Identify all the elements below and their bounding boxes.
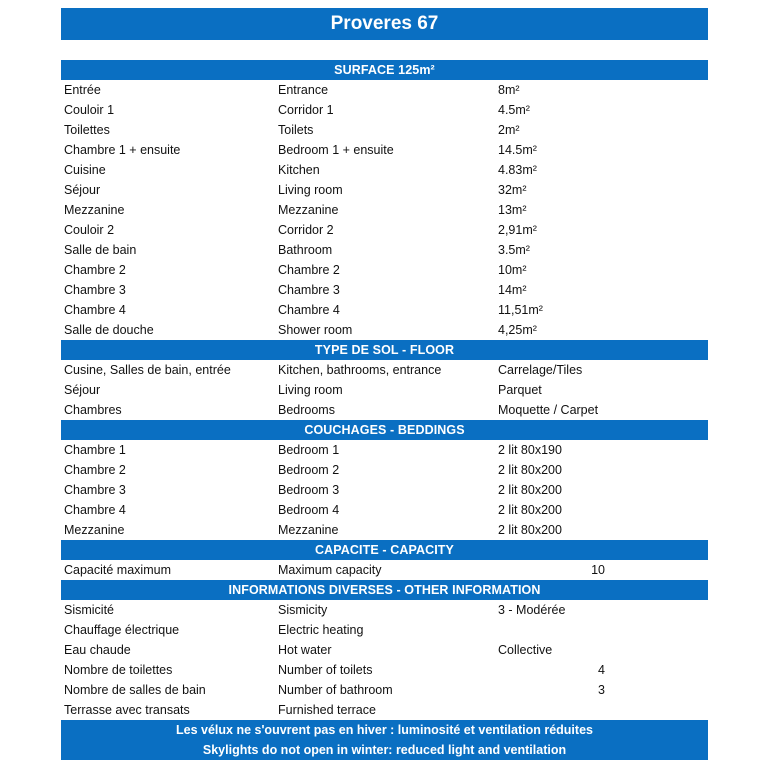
table-row bbox=[61, 380, 708, 400]
label-en: Corridor 2 bbox=[278, 223, 334, 237]
other-info-header: INFORMATIONS DIVERSES - OTHER INFORMATION bbox=[61, 580, 708, 600]
label-en: Number of bathroom bbox=[278, 683, 393, 697]
label-en: Bedroom 4 bbox=[278, 503, 340, 517]
value: Collective bbox=[498, 643, 553, 657]
notice-line-fr: Les vélux ne s'ouvrent pas en hiver : luminosité et ventilation réduites bbox=[176, 723, 593, 737]
label-fr: Salle de douche bbox=[64, 323, 154, 337]
table-row bbox=[61, 100, 708, 120]
table-row bbox=[61, 560, 708, 580]
label-fr: Mezzanine bbox=[64, 523, 125, 537]
value: 14m² bbox=[498, 283, 527, 297]
floor-header: TYPE DE SOL - FLOOR bbox=[61, 340, 708, 360]
label-en: Maximum capacity bbox=[278, 563, 382, 577]
label-fr: Mezzanine bbox=[64, 203, 125, 217]
page-title: Proveres 67 bbox=[61, 8, 708, 40]
label-fr: Cusine, Salles de bain, entrée bbox=[64, 363, 231, 377]
table-row bbox=[61, 680, 708, 700]
table-row bbox=[61, 520, 708, 540]
value: 4.83m² bbox=[498, 163, 537, 177]
table-row bbox=[61, 140, 708, 160]
label-en: Kitchen bbox=[278, 163, 320, 177]
label-en: Hot water bbox=[278, 643, 332, 657]
label-fr: Séjour bbox=[64, 183, 101, 197]
label-en: Bedrooms bbox=[278, 403, 335, 417]
table-row bbox=[61, 660, 708, 680]
property-sheet bbox=[61, 8, 708, 760]
table-row bbox=[61, 500, 708, 520]
label-en: Bedroom 1 + ensuite bbox=[278, 143, 394, 157]
table-row bbox=[61, 620, 708, 640]
label-fr: Chambre 2 bbox=[64, 263, 126, 277]
label-fr: Nombre de toilettes bbox=[64, 663, 173, 677]
value: 2 lit 80x200 bbox=[498, 483, 562, 497]
label-en: Living room bbox=[278, 183, 343, 197]
label-fr: Entrée bbox=[64, 83, 101, 97]
table-row bbox=[61, 180, 708, 200]
value: 2 lit 80x200 bbox=[498, 523, 562, 537]
label-en: Electric heating bbox=[278, 623, 364, 637]
label-en: Chambre 2 bbox=[278, 263, 340, 277]
table-row bbox=[61, 300, 708, 320]
value: 4.5m² bbox=[498, 103, 530, 117]
table-row bbox=[61, 220, 708, 240]
label-fr: Couloir 2 bbox=[64, 223, 115, 237]
label-en: Chambre 3 bbox=[278, 283, 340, 297]
label-fr: Chambre 3 bbox=[64, 483, 126, 497]
label-en: Mezzanine bbox=[278, 203, 339, 217]
label-fr: Cuisine bbox=[64, 163, 106, 177]
capacity-header: CAPACITE - CAPACITY bbox=[61, 540, 708, 560]
table-row bbox=[61, 640, 708, 660]
table-row bbox=[61, 280, 708, 300]
value: 13m² bbox=[498, 203, 527, 217]
label-fr: Chauffage électrique bbox=[64, 623, 180, 637]
label-en: Living room bbox=[278, 383, 343, 397]
value: 2 lit 80x200 bbox=[498, 503, 562, 517]
table-row bbox=[61, 120, 708, 140]
label-fr: Chambre 4 bbox=[64, 503, 126, 517]
label-fr: Eau chaude bbox=[64, 643, 131, 657]
label-fr: Nombre de salles de bain bbox=[64, 683, 206, 697]
label-fr: Chambre 3 bbox=[64, 283, 126, 297]
table-row bbox=[61, 80, 708, 100]
table-row bbox=[61, 600, 708, 620]
label-en: Mezzanine bbox=[278, 523, 339, 537]
label-en: Bedroom 1 bbox=[278, 443, 340, 457]
skylight-notice bbox=[61, 720, 708, 760]
value: 11,51m² bbox=[498, 303, 543, 317]
value: 2,91m² bbox=[498, 223, 537, 237]
label-en: Kitchen, bathrooms, entrance bbox=[278, 363, 442, 377]
value: 8m² bbox=[498, 83, 520, 97]
value: 2 lit 80x190 bbox=[498, 443, 562, 457]
label-en: Chambre 4 bbox=[278, 303, 340, 317]
table-row bbox=[61, 200, 708, 220]
value: 10 bbox=[591, 563, 605, 577]
label-fr: Couloir 1 bbox=[64, 103, 115, 117]
label-fr: Terrasse avec transats bbox=[64, 703, 190, 717]
beddings-header: COUCHAGES - BEDDINGS bbox=[61, 420, 708, 440]
spacer bbox=[61, 40, 708, 60]
value: 14.5m² bbox=[498, 143, 537, 157]
notice-line-en: Skylights do not open in winter: reduced light and ventilation bbox=[202, 743, 567, 757]
label-en: Bedroom 2 bbox=[278, 463, 340, 477]
label-en: Corridor 1 bbox=[278, 103, 334, 117]
label-fr: Chambre 1 bbox=[64, 443, 126, 457]
label-en: Number of toilets bbox=[278, 663, 373, 677]
table-row bbox=[61, 700, 708, 720]
table-row bbox=[61, 360, 708, 380]
value: 4 bbox=[598, 663, 605, 677]
label-fr: Chambre 2 bbox=[64, 463, 126, 477]
label-fr: Capacité maximum bbox=[64, 563, 171, 577]
table-row bbox=[61, 400, 708, 420]
value: 3 - Modérée bbox=[498, 603, 566, 617]
table-row bbox=[61, 480, 708, 500]
label-en: Toilets bbox=[278, 123, 314, 137]
label-fr: Toilettes bbox=[64, 123, 110, 137]
label-en: Bathroom bbox=[278, 243, 333, 257]
value: 2m² bbox=[498, 123, 520, 137]
label-fr: Chambre 1 + ensuite bbox=[64, 143, 181, 157]
value: 2 lit 80x200 bbox=[498, 463, 562, 477]
value: Carrelage/Tiles bbox=[498, 363, 583, 377]
value: 3 bbox=[598, 683, 605, 697]
value: 4,25m² bbox=[498, 323, 537, 337]
value: 10m² bbox=[498, 263, 527, 277]
value: 3.5m² bbox=[498, 243, 530, 257]
table-row bbox=[61, 160, 708, 180]
label-fr: Sismicité bbox=[64, 603, 115, 617]
label-en: Sismicity bbox=[278, 603, 328, 617]
table-row bbox=[61, 240, 708, 260]
surface-header: SURFACE 125m² bbox=[61, 60, 708, 80]
label-en: Furnished terrace bbox=[278, 703, 376, 717]
value: Parquet bbox=[498, 383, 542, 397]
label-en: Shower room bbox=[278, 323, 353, 337]
label-fr: Chambres bbox=[64, 403, 122, 417]
table-row bbox=[61, 260, 708, 280]
value: Moquette / Carpet bbox=[498, 403, 599, 417]
table-row bbox=[61, 460, 708, 480]
label-fr: Salle de bain bbox=[64, 243, 137, 257]
table-row bbox=[61, 440, 708, 460]
label-fr: Séjour bbox=[64, 383, 101, 397]
label-en: Bedroom 3 bbox=[278, 483, 340, 497]
label-en: Entrance bbox=[278, 83, 329, 97]
label-fr: Chambre 4 bbox=[64, 303, 126, 317]
value: 32m² bbox=[498, 183, 527, 197]
table-row bbox=[61, 320, 708, 340]
